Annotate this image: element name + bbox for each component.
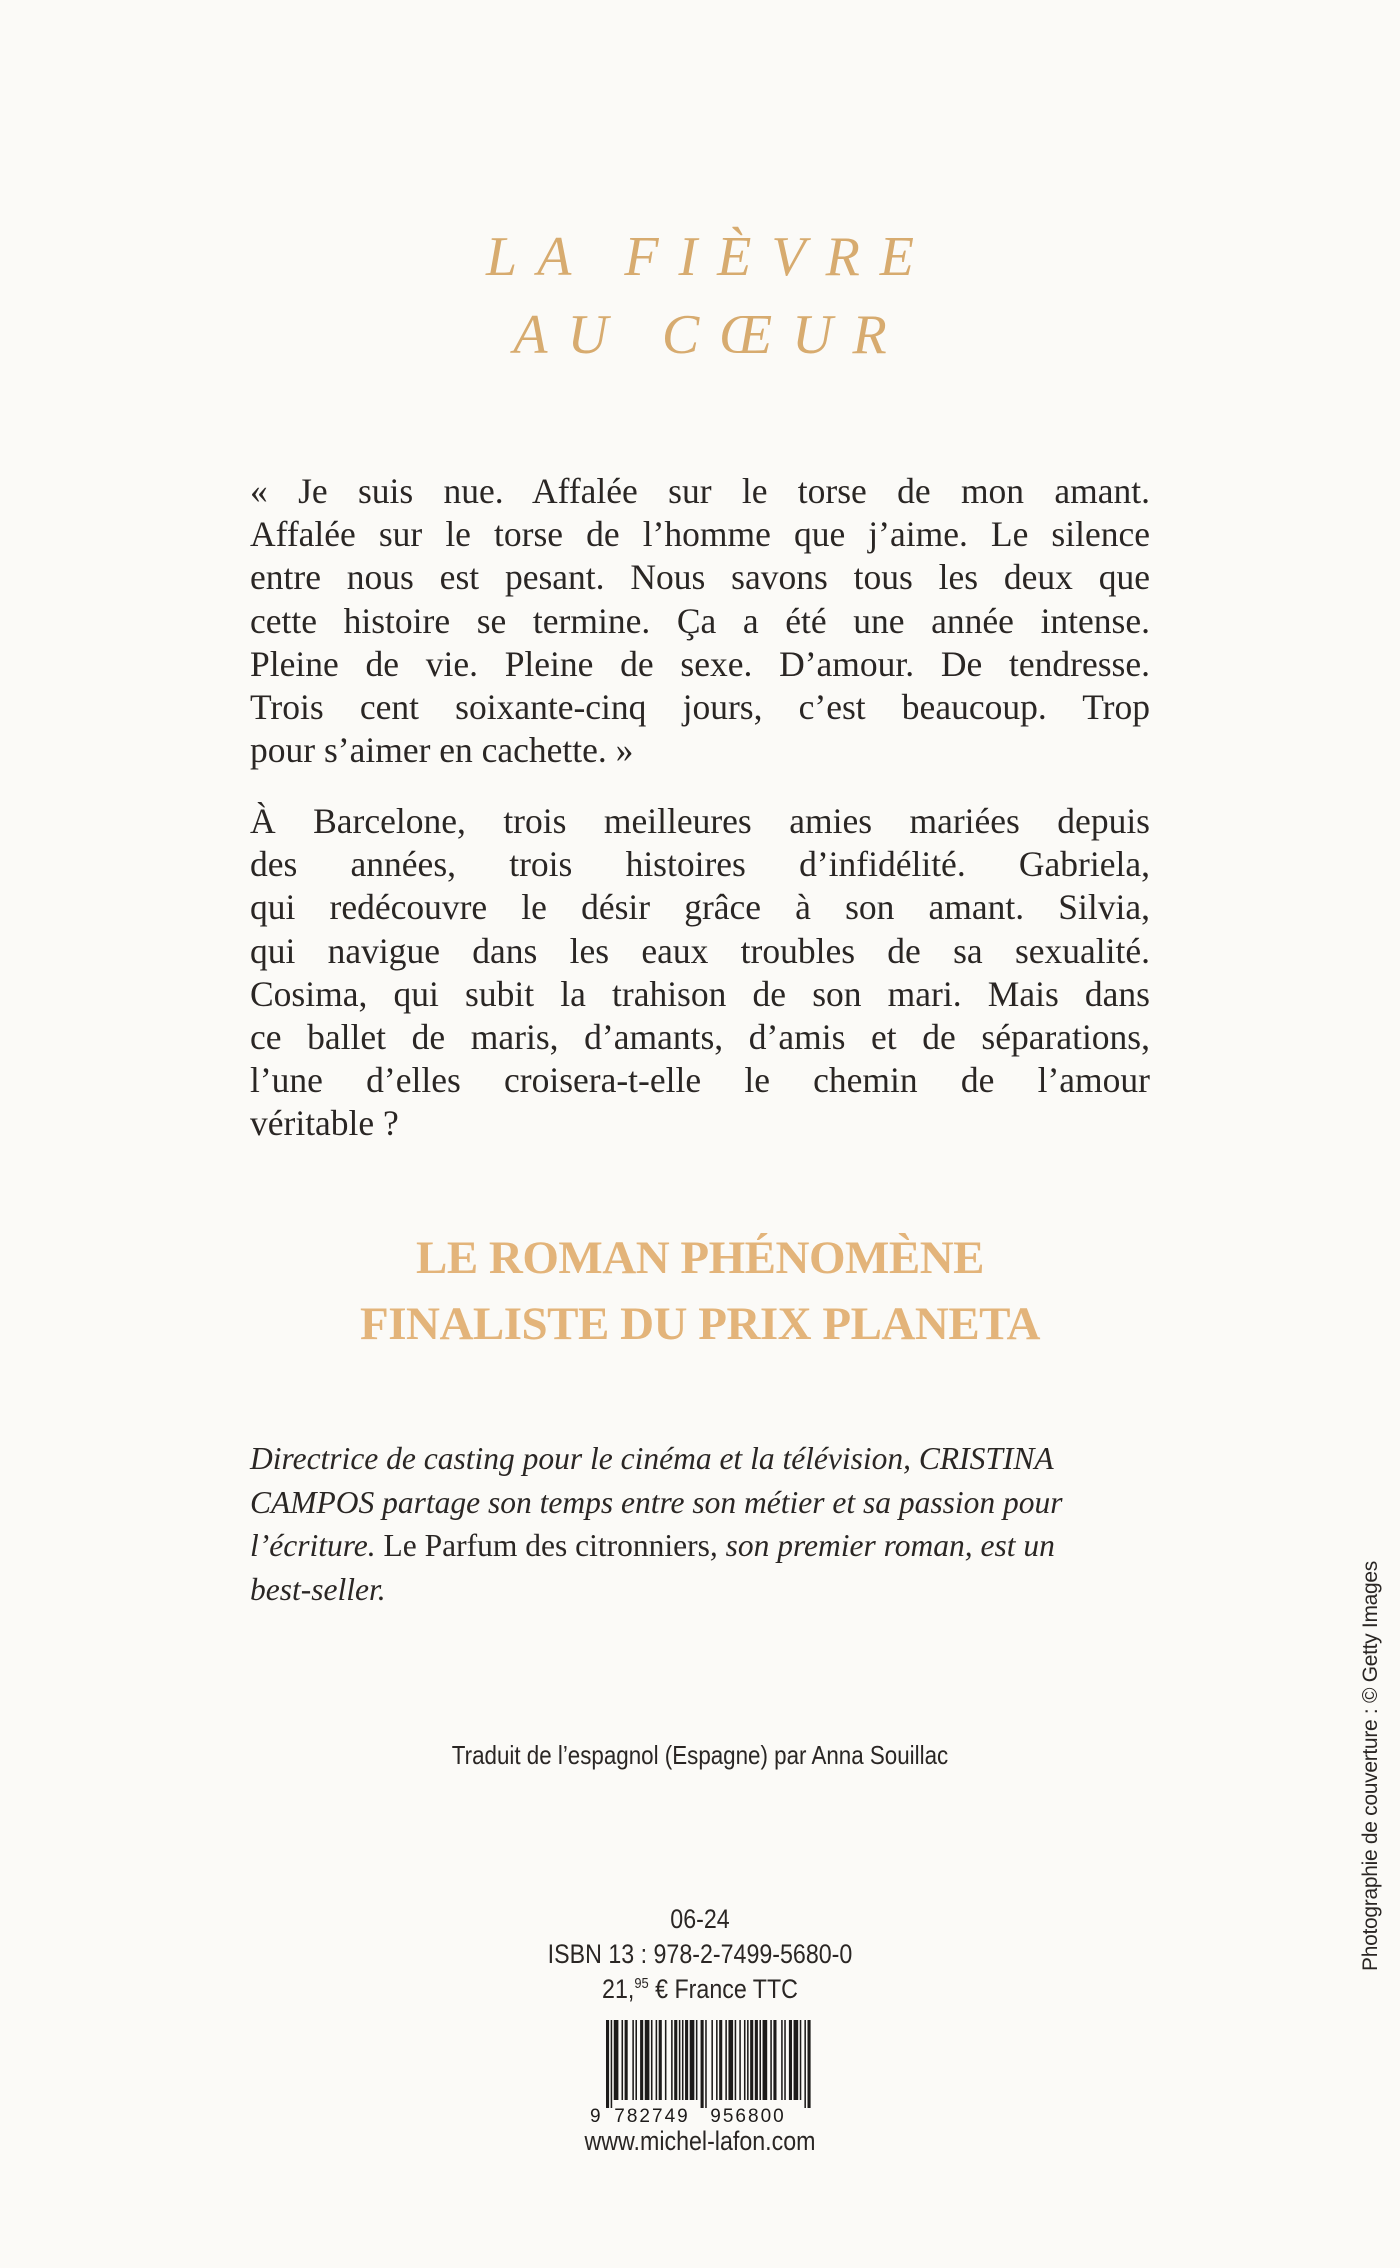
promo-line-2: FINALISTE DU PRIX PLANETA <box>360 1298 1040 1350</box>
author-bio <box>250 1437 1150 1611</box>
barcode-bar <box>625 2020 628 2100</box>
barcode-bar <box>682 2020 684 2100</box>
barcode-bar <box>794 2020 799 2100</box>
barcode-bar <box>635 2020 637 2100</box>
photo-credit-text: Photographie de couverture : © Getty Images <box>1359 1561 1382 1971</box>
barcode-bar <box>711 2020 713 2100</box>
barcode-bar <box>781 2020 783 2100</box>
edition-code: 06-24 <box>670 1904 730 1934</box>
price-rest: € France TTC <box>648 1974 798 2004</box>
bio-book-title: Le Parfum des citronniers <box>375 1528 710 1563</box>
quote-line: « Je suis nue. Affalée sur le torse de mon amant. <box>250 471 1150 511</box>
summary-line: l’une d’elles croisera-t-elle le chemin de l’amour <box>250 1060 1150 1101</box>
isbn: ISBN 13 : 978-2-7499-5680-0 <box>547 1939 853 1969</box>
barcode-bar <box>804 2020 806 2108</box>
barcode-bar <box>656 2020 658 2100</box>
barcode-lead-digit: 9 <box>590 2106 601 2126</box>
bio-line-4: best-seller. <box>250 1571 386 1607</box>
bio-line-3c: , son premier roman, est un <box>709 1528 1055 1563</box>
summary-line: véritable ? <box>250 1103 399 1144</box>
barcode-bar <box>773 2020 776 2100</box>
translator-credit: Traduit de l’espagnol (Espagne) par Anna Souillac <box>451 1740 949 1770</box>
barcode-bar <box>808 2020 811 2108</box>
barcode <box>582 2018 820 2126</box>
price-cents: 95 <box>634 1975 649 1992</box>
barcode-bar <box>735 2020 737 2100</box>
price-main: 21, <box>602 1974 635 2004</box>
book-title-line-1: LA FIÈVRE <box>485 226 935 288</box>
barcode-bar <box>622 2020 624 2100</box>
barcode-bar <box>665 2020 667 2100</box>
barcode-bar <box>611 2020 613 2108</box>
barcode-bar <box>725 2020 727 2100</box>
bio-line-1: Directrice de casting pour le cinéma et la télévision, CRISTINA <box>250 1441 1054 1476</box>
quote-line: cette histoire se termine. Ça a été une année intense. <box>250 600 1150 641</box>
book-summary <box>250 800 1150 1146</box>
price <box>98 1974 1302 2005</box>
barcode-bar <box>789 2020 792 2100</box>
quote-line: Affalée sur le torse de l’homme que j’aime. Le silence <box>250 514 1150 555</box>
quote-line: Trois cent soixante-cinq jours, c’est beaucoup. Trop <box>250 687 1150 728</box>
barcode-bar <box>716 2020 718 2100</box>
quote-line: Pleine de vie. Pleine de sexe. D’amour. De tendresse. <box>250 643 1150 684</box>
barcode-bar <box>679 2020 681 2100</box>
summary-line: qui redécouvre le désir grâce à son amant. Silvia, <box>250 887 1150 928</box>
barcode-graphic <box>582 2018 820 2126</box>
barcode-bar <box>659 2020 662 2100</box>
excerpt-quote <box>250 470 1150 772</box>
barcode-bar <box>606 2020 609 2108</box>
barcode-bar <box>755 2020 758 2100</box>
barcode-bar <box>744 2020 746 2100</box>
book-title-line-2: AU CŒUR <box>513 304 907 366</box>
barcode-bar <box>719 2020 722 2100</box>
barcode-bar <box>770 2020 772 2100</box>
summary-line: des années, trois histoires d’infidélité. Gabriela, <box>250 844 1150 885</box>
barcode-bar <box>763 2020 768 2100</box>
bio-line-3a: l’écriture. <box>250 1528 376 1563</box>
summary-line: ce ballet de maris, d’amants, d’amis et de séparations, <box>250 1017 1150 1058</box>
barcode-bar <box>705 2020 707 2108</box>
barcode-left-digits: 782749 <box>614 2106 690 2126</box>
barcode-bar <box>728 2020 733 2100</box>
barcode-bar <box>701 2020 704 2108</box>
book-title <box>0 218 1400 374</box>
bio-line-2: CAMPOS partage son temps entre son métier et sa passion pour <box>250 1484 1063 1520</box>
barcode-bar <box>632 2020 634 2100</box>
barcode-bar <box>784 2020 786 2100</box>
promo-line-1: LE ROMAN PHÉNOMÈNE <box>415 1232 985 1284</box>
barcode-bar <box>690 2020 695 2100</box>
barcode-bar <box>651 2020 653 2100</box>
publisher-website: www.michel-lafon.com <box>584 2126 816 2156</box>
summary-line: qui navigue dans les eaux troubles de sa sexualité. <box>250 930 1150 971</box>
barcode-bar <box>759 2020 761 2100</box>
barcode-bar <box>640 2020 643 2100</box>
barcode-bar <box>614 2020 619 2100</box>
summary-line: À Barcelone, trois meilleures amies mariées depuis <box>250 801 1150 841</box>
barcode-right-digits: 956800 <box>710 2106 786 2126</box>
promo-tagline <box>0 1225 1400 1357</box>
quote-line: pour s’aimer en cachette. » <box>250 730 634 771</box>
barcode-bar <box>739 2020 741 2100</box>
summary-line: Cosima, qui subit la trahison de son mari. Mais dans <box>250 973 1150 1014</box>
barcode-bar <box>685 2020 688 2100</box>
quote-line: entre nous est pesant. Nous savons tous les deux que <box>250 557 1150 598</box>
barcode-bar <box>674 2020 677 2100</box>
barcode-bar <box>747 2020 749 2100</box>
barcode-bar <box>645 2020 650 2100</box>
barcode-bar <box>696 2020 698 2100</box>
barcode-bar <box>671 2020 673 2100</box>
barcode-bar <box>750 2020 753 2100</box>
barcode-bar <box>800 2020 802 2100</box>
